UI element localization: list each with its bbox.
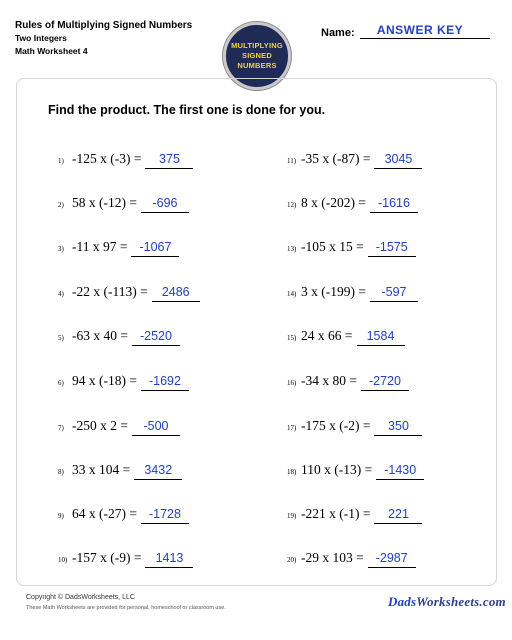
answer-value: 3432 [144, 463, 173, 477]
problem-expression: 58 x (-12) = [72, 195, 137, 210]
problem-expression: -63 x 40 = [72, 328, 128, 343]
problem-number: 2) [58, 201, 64, 209]
problem-row [287, 238, 416, 258]
problem-expression: -29 x 103 = [301, 550, 364, 565]
problem-expression: 24 x 66 = [301, 328, 353, 343]
problem-expression: 3 x (-199) = [301, 284, 366, 299]
answer-value: -1692 [148, 374, 181, 388]
answer-blank[interactable] [361, 372, 409, 391]
name-label: Name: [321, 27, 355, 39]
answer-blank[interactable] [368, 238, 416, 257]
answer-blank[interactable] [374, 417, 422, 436]
problem-row [287, 505, 422, 525]
problem-row [58, 549, 193, 569]
worksheet-number: Math Worksheet 4 [15, 46, 88, 56]
problem-number: 17) [287, 424, 297, 432]
problem-expression: 8 x (-202) = [301, 195, 366, 210]
problem-expression: -22 x (-113) = [72, 284, 148, 299]
answer-blank[interactable] [145, 549, 193, 568]
name-line [360, 38, 490, 39]
answer-blank[interactable] [152, 283, 200, 302]
answer-value: -696 [152, 196, 178, 210]
answer-blank[interactable] [134, 461, 182, 480]
problem-row [58, 327, 180, 347]
brand-part-1: Dads [388, 594, 417, 609]
answer-value: -597 [381, 285, 407, 299]
footer-copyright: Copyright © DadsWorksheets, LLC [26, 594, 135, 601]
worksheet-title: Rules of Multiplying Signed Numbers [15, 20, 193, 31]
answer-value: 1584 [366, 329, 395, 343]
answer-blank[interactable] [376, 461, 424, 480]
problem-number: 18) [287, 468, 297, 476]
problem-row [58, 194, 189, 214]
problem-expression: -105 x 15 = [301, 239, 364, 254]
problem-number: 8) [58, 468, 64, 476]
answer-value: 375 [159, 152, 180, 166]
answer-value: 3045 [384, 152, 413, 166]
problem-row [287, 194, 418, 214]
problem-number: 10) [58, 556, 68, 564]
problem-row [287, 150, 422, 170]
problem-expression: -221 x (-1) = [301, 506, 371, 521]
worksheet-subtitle: Two Integers [15, 33, 67, 43]
answer-value: -2520 [139, 329, 172, 343]
problem-row [58, 461, 182, 481]
problem-number: 11) [287, 157, 297, 165]
problem-row [58, 238, 179, 258]
problem-number: 6) [58, 379, 64, 387]
worksheet-header [0, 0, 512, 84]
problem-row [287, 417, 422, 437]
problem-row [287, 372, 409, 392]
problem-row [58, 150, 193, 170]
problem-number: 1) [58, 157, 64, 165]
answer-blank[interactable] [370, 194, 418, 213]
badge-text: MULTIPLYING SIGNED NUMBERS [231, 41, 283, 70]
problem-number: 9) [58, 512, 64, 520]
problem-number: 14) [287, 290, 297, 298]
answer-value: -2987 [375, 551, 408, 565]
problem-expression: -34 x 80 = [301, 373, 357, 388]
problem-row [58, 283, 200, 303]
problem-row [287, 549, 416, 569]
answer-value: 1413 [155, 551, 184, 565]
problem-row [58, 372, 189, 392]
problem-number: 3) [58, 245, 64, 253]
answer-blank[interactable] [357, 327, 405, 346]
problem-number: 13) [287, 245, 297, 253]
answer-blank[interactable] [131, 238, 179, 257]
problem-number: 16) [287, 379, 297, 387]
answer-blank[interactable] [374, 150, 422, 169]
answer-blank[interactable] [374, 505, 422, 524]
brand-part-2: Worksheets.com [416, 594, 506, 609]
answer-blank[interactable] [145, 150, 193, 169]
problem-row [58, 417, 180, 437]
problem-expression: 33 x 104 = [72, 462, 131, 477]
answer-value: -1430 [384, 463, 417, 477]
problem-row [287, 283, 418, 303]
problem-row [58, 505, 189, 525]
problem-expression: 64 x (-27) = [72, 506, 137, 521]
problem-expression: 110 x (-13) = [301, 462, 373, 477]
answer-blank[interactable] [132, 417, 180, 436]
instructions: Find the product. The first one is done for you. [48, 103, 326, 117]
problem-expression: 94 x (-18) = [72, 373, 137, 388]
answer-key-label: ANSWER KEY [376, 23, 464, 37]
problem-number: 7) [58, 424, 64, 432]
answer-value: -1616 [377, 196, 410, 210]
answer-value: 2486 [161, 285, 190, 299]
answer-value: -2720 [368, 374, 401, 388]
answer-value: -1575 [375, 240, 408, 254]
answer-blank[interactable] [370, 283, 418, 302]
problem-expression: -250 x 2 = [72, 418, 128, 433]
problem-expression: -35 x (-87) = [301, 151, 371, 166]
answer-value: -500 [143, 419, 169, 433]
answer-value: -1728 [148, 507, 181, 521]
answer-blank[interactable] [141, 194, 189, 213]
problem-expression: -11 x 97 = [72, 239, 128, 254]
answer-blank[interactable] [132, 327, 180, 346]
problem-expression: -125 x (-3) = [72, 151, 142, 166]
problem-row [287, 327, 405, 347]
problem-number: 5) [58, 334, 64, 342]
problem-number: 19) [287, 512, 297, 520]
problem-expression: -175 x (-2) = [301, 418, 371, 433]
problem-expression: -157 x (-9) = [72, 550, 142, 565]
answer-blank[interactable] [141, 372, 189, 391]
problem-number: 15) [287, 334, 297, 342]
problem-row [287, 461, 424, 481]
answer-value: -1067 [139, 240, 172, 254]
problem-number: 20) [287, 556, 297, 564]
brand-logo[interactable] [388, 594, 506, 610]
footer-note: These Math Worksheets are provided for personal, homeschool or classroom use. [26, 605, 226, 611]
problem-number: 12) [287, 201, 297, 209]
answer-blank[interactable] [141, 505, 189, 524]
answer-blank[interactable] [368, 549, 416, 568]
answer-value: 221 [388, 507, 409, 521]
answer-value: 350 [388, 419, 409, 433]
problem-number: 4) [58, 290, 64, 298]
